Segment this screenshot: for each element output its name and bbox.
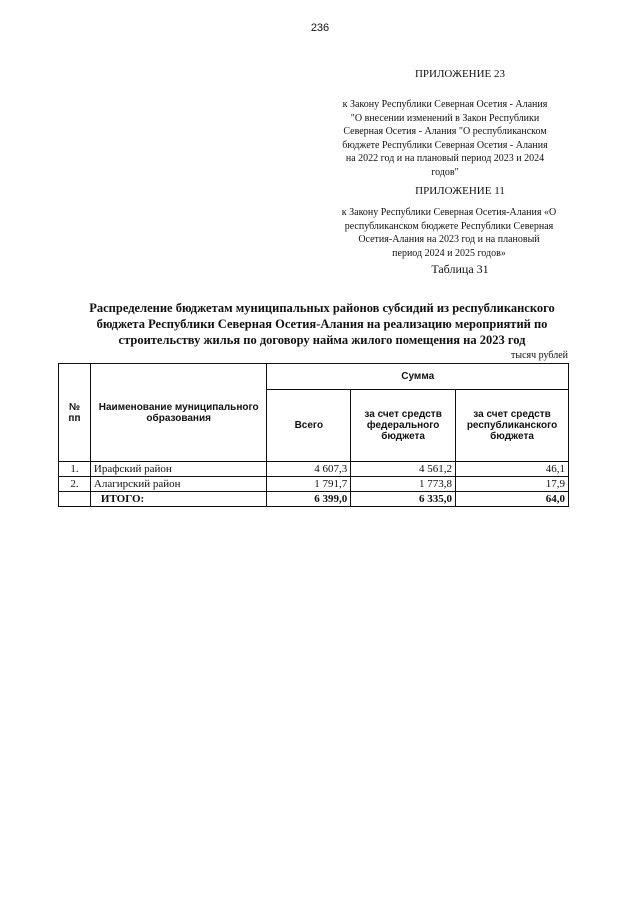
law-ref-line: "О внесении изменений в Закон Республики [350,112,540,124]
law-ref-line: Осетия-Алания на 2023 год и на плановый [358,234,540,245]
row-federal: 4 561,2 [351,462,456,477]
header-federal: за счет средств федерального бюджета [351,390,456,462]
header-name: Наименование муниципального образования [90,364,267,462]
document-title [58,300,586,348]
header-total: Всего [267,390,351,462]
total-republic: 64,0 [456,492,569,507]
law-ref-line: период 2024 и 2025 годов» [392,247,506,259]
law-ref-line: к Закону Республики Северная Осетия-Алания «О [341,207,557,218]
row-name: Ирафский район [90,462,267,477]
row-num: 1. [59,462,91,477]
law-ref-line: Северная Осетия - Алания "О республиканском [343,126,547,137]
row-total: 1 791,7 [267,477,351,492]
row-num: 2. [59,477,91,492]
row-republic: 46,1 [456,462,569,477]
total-label: ИТОГО: [90,492,267,507]
appendix-11-law-reference [318,206,580,260]
row-total: 4 607,3 [267,462,351,477]
table-row [59,462,569,477]
total-federal: 6 335,0 [351,492,456,507]
title-line: Распределение бюджетам муниципальных районов субсидий из республиканского [89,301,555,315]
law-ref-line: бюджете Республики Северная Осетия - Алания [342,139,548,151]
table-number: Таблица 31 [431,262,489,276]
table-row [59,477,569,492]
law-ref-line: на 2022 год и на плановый период 2023 и 2024 [345,153,545,164]
law-ref-line: годов" [431,166,459,178]
row-name: Алагирский район [90,477,267,492]
title-line: бюджета Республики Северная Осетия-Алания на реализацию мероприятий по [96,317,548,331]
law-ref-line: к Закону Республики Северная Осетия - Алания [342,99,548,110]
subsidy-table [58,363,569,507]
header-sum: Сумма [267,364,569,390]
row-republic: 17,9 [456,477,569,492]
header-num: № пп [59,364,91,462]
total-row [59,492,569,507]
appendix-23-law-reference [320,98,570,179]
row-federal: 1 773,8 [351,477,456,492]
units-label: тысяч рублей [510,350,568,361]
title-line: строительству жилья по договору найма жилого помещения на 2023 год [118,333,526,347]
header-republic: за счет средств республиканского бюджета [456,390,569,462]
law-ref-line: республиканском бюджете Республики Северная [344,220,554,232]
appendix-11-title: ПРИЛОЖЕНИЕ 11 [415,185,505,197]
page-number: 236 [310,22,330,34]
total-total: 6 399,0 [267,492,351,507]
total-row-num [59,492,91,507]
appendix-23-title: ПРИЛОЖЕНИЕ 23 [414,68,506,80]
